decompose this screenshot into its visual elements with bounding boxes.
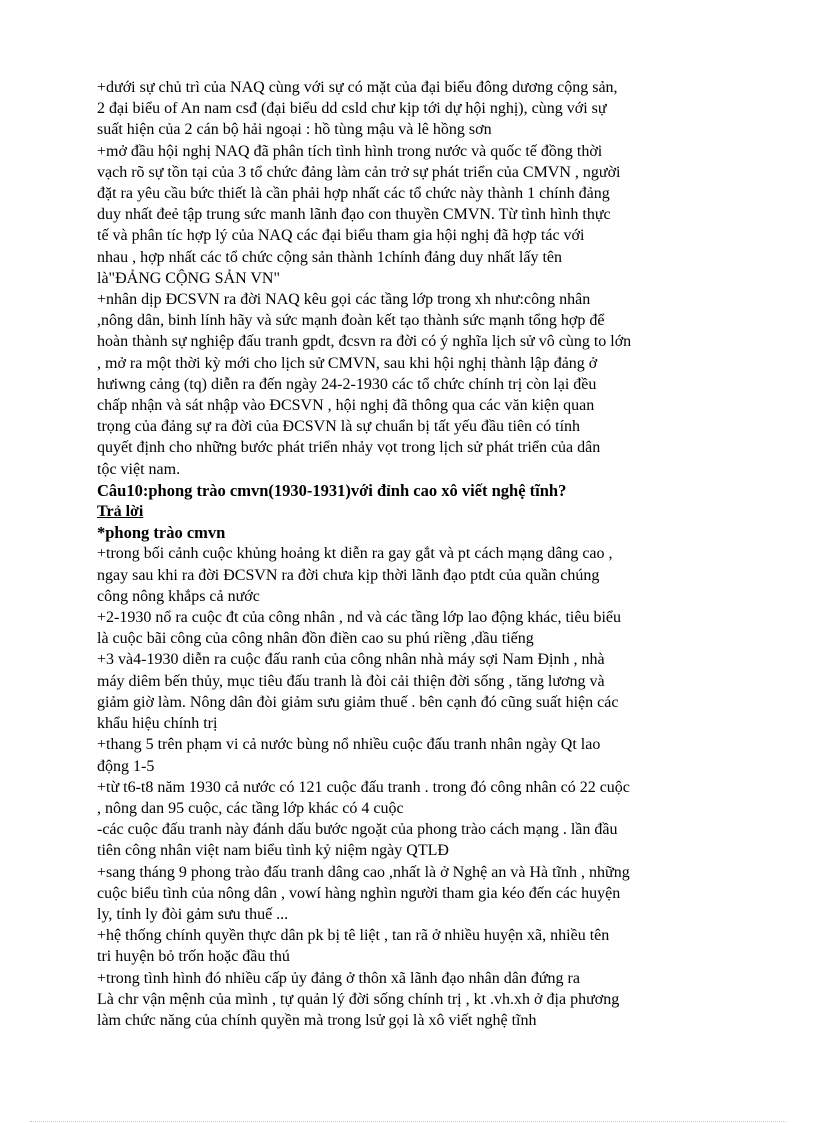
paragraph-4: +trong bối cảnh cuộc khủng hoảng kt diễn ra gay gắt và pt cách mạng dâng cao , ngay sau khi ra đời ĐCSVN ra đời chưa kịp thời lãnh đạo ptdt của quần chúng công nông khắps cả nước xyxy=(97,545,613,605)
paragraph-1: +dưới sự chủ trì của NAQ cùng với sự có mặt của đại biểu đông dương cộng sản, 2 đại biểu of An nam csđ (đại biểu dd csld chư kịp tới dự hội nghị), cùng với sự suất hiện của 2 cán bộ hải ngoại : hồ tùng mậu và lê hồng sơn xyxy=(97,79,618,139)
paragraph-3: +nhân dịp ĐCSVN ra đời NAQ kêu gọi các tầng lớp trong xh như:công nhân ,nông dân, binh lính hãy và sức mạnh đoàn kết tạo thành sức mạnh tổng hợp để hoàn thành sự nghiệp đấu tranh gpdt, đcsvn ra đời có ý nghĩa lịch sử vô cùng to lớn , mở ra một thời kỳ mới cho lịch sử CMVN, sau khi hội nghị thành lập đảng ở hưiwng cảng (tq) diễn ra đến ngày 24-2-1930 các tổ chức chính trị còn lại đều chấp nhận và sát nhập vào ĐCSVN , hội nghị đã thông qua các văn kiện quan trọng của đảng sự ra đời của ĐCSVN là sự chuẩn bị tất yếu đầu tiên có tính quyết định cho những bước phát triển nhảy vọt trong lịch sử phát triển của dân tộc việt nam. xyxy=(97,291,632,478)
paragraph-9: -các cuộc đấu tranh này đánh dấu bước ngoặt của phong trào cách mạng . lần đầu tiên công nhân việt nam biểu tình kỷ niệm ngày QTLĐ xyxy=(97,821,618,860)
answer-label: Trả lời xyxy=(97,503,144,521)
document-body xyxy=(97,77,777,1031)
paragraph-12: +trong tình hình đó nhiều cấp ủy đảng ở thôn xã lãnh đạo nhân dân đứng ra Là chr vận mệnh của mình , tự quản lý đời sống chính trị , kt .vh.xh ở địa phương làm chức năng của chính quyền mà trong lsử gọi là xô viết nghệ tĩnh xyxy=(97,969,620,1029)
paragraph-5: +2-1930 nổ ra cuộc đt của công nhân , nd và các tầng lớp lao động khác, tiêu biểu là cuộc bãi công của công nhân đồn điền cao su phú riềng ,dầu tiếng xyxy=(97,609,621,648)
section-heading: *phong trào cmvn xyxy=(97,523,226,543)
paragraph-8: +từ t6-t8 năm 1930 cả nước có 121 cuộc đấu tranh . trong đó công nhân có 22 cuộc , nông dan 95 cuộc, các tầng lớp khác có 4 cuộc xyxy=(97,778,630,817)
question-heading: Câu10:phong trào cmvn(1930-1931)với đỉnh cao xô viết nghệ tĩnh? xyxy=(97,480,567,500)
paragraph-11: +hệ thống chính quyền thực dân pk bị tê liệt , tan rã ở nhiều huyện xã, nhiều tên tri huyện bỏ trốn hoặc đầu thú xyxy=(97,927,610,966)
paragraph-10: +sang tháng 9 phong trào đấu tranh dâng cao ,nhất là ở Nghệ an và Hà tĩnh , những cuộc biểu tình của nông dân , vowí hàng nghìn người tham gia kéo đến các huyện ly, tỉnh ly đòi gảm sưu thuế ... xyxy=(97,863,630,923)
paragraph-7: +thang 5 trên phạm vi cả nước bùng nổ nhiều cuộc đấu tranh nhân ngày Qt lao động 1-5 xyxy=(97,736,601,775)
paragraph-6: +3 và4-1930 diễn ra cuộc đấu ranh của công nhân nhà máy sợi Nam Định , nhà máy diêm bến thủy, mục tiêu đấu tranh là đòi cải thiện đời sống , tăng lương và giảm giờ làm. Nông dân đòi giảm sưu giảm thuế . bên cạnh đó cũng suất hiện các khẩu hiệu chính trị xyxy=(97,651,619,733)
page-bottom-divider xyxy=(30,1121,786,1122)
paragraph-2: +mở đầu hội nghị NAQ đã phân tích tình hình trong nước và quốc tế đồng thời vạch rõ sự tồn tại của 3 tổ chức đảng làm cản trở sự phát triển của CMVN , người đặt ra yêu cầu bức thiết là cần phải hợp nhất các tổ chức này thành 1 chính đảng duy nhất đeẻ tập trung sức manh lãnh đạo con thuyền CMVN. Từ tình hình thực tế và phân tíc hợp lý của NAQ các đại biểu tham gia hội nghị đã hợp tác với nhau , hợp nhất các tổ chức cộng sản thành 1chính đảng duy nhất lấy tên là"ĐẢNG CỘNG SẢN VN" xyxy=(97,142,621,287)
